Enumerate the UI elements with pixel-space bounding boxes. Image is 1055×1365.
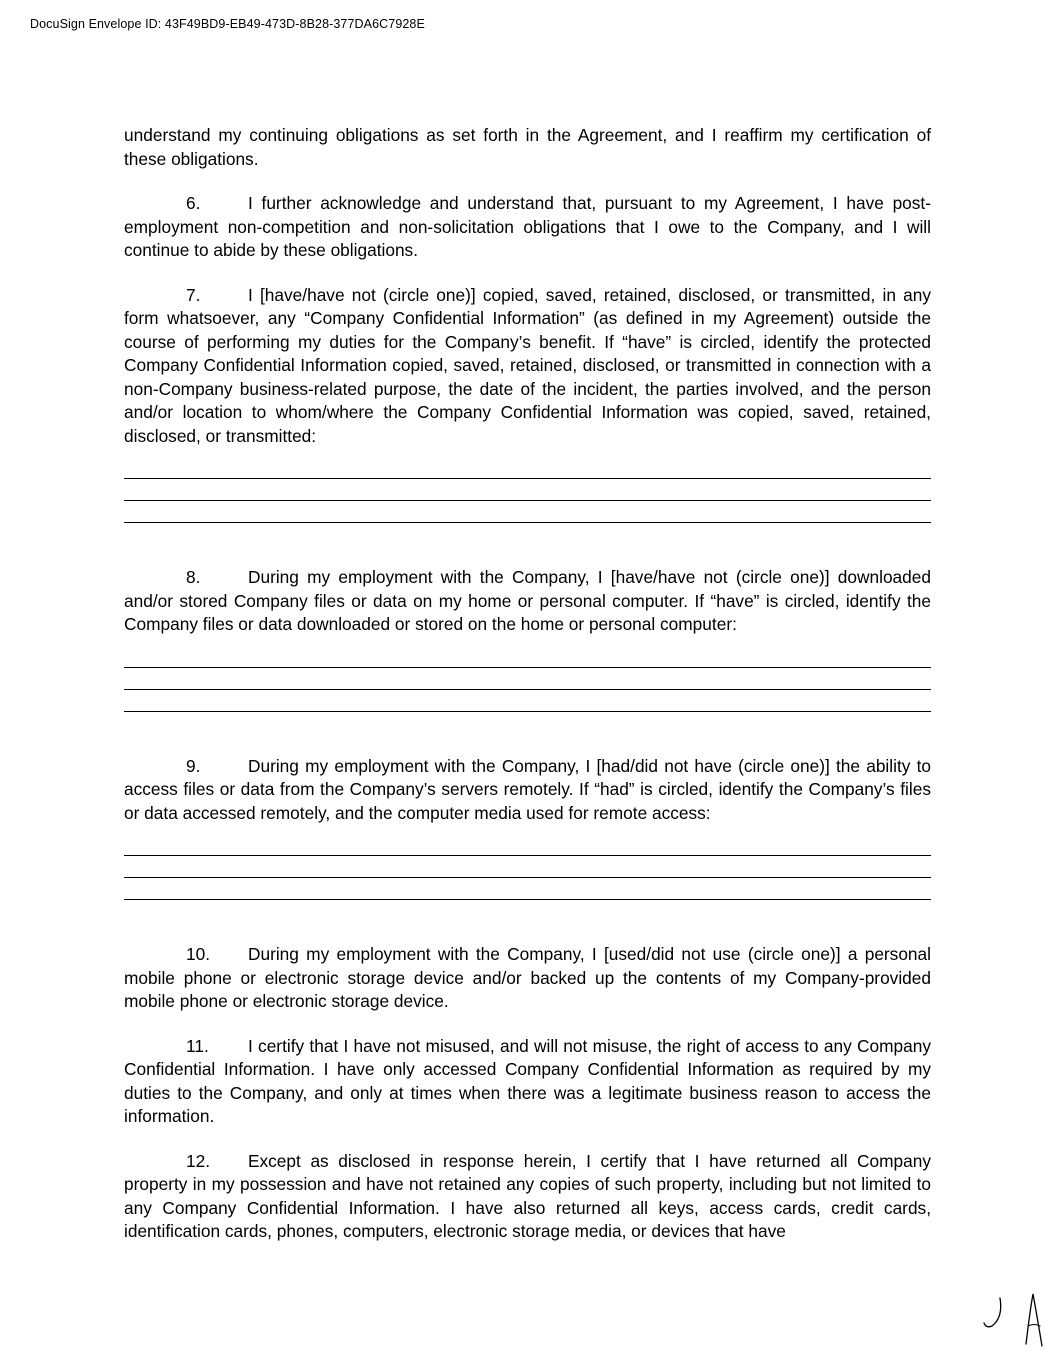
paragraph-number: 11. xyxy=(186,1035,209,1056)
paragraph-11 xyxy=(124,1035,931,1129)
paragraph-text: I certify that I have not misused, and will not misuse, the right of access to any Company Confidential Information. I have only accessed Company Confidential Information as required by my duties to the Company, and only at times when there was a legitimate business reason to access the information. xyxy=(124,1035,931,1126)
answer-lines-7[interactable] xyxy=(124,478,931,544)
document-body xyxy=(124,124,931,1265)
paragraph-number: 12. xyxy=(186,1150,211,1171)
paragraph-number: 6. xyxy=(186,193,201,213)
paragraph-number: 9. xyxy=(186,755,201,776)
paragraph-number: 10. xyxy=(186,944,211,964)
answer-lines-9[interactable] xyxy=(124,855,931,921)
paragraph-text: Except as disclosed in response herein, I certify that I have returned all Company property in my possession and have not retained any copies of such property, including but not limited to any Company Confidential Information. I have also returned all keys, access cards, credit cards, identification cards, phones, computers, electronic storage media, or devices that have xyxy=(124,1150,931,1241)
answer-line[interactable] xyxy=(124,478,931,500)
paragraph-9 xyxy=(124,755,931,826)
paragraph-text: During my employment with the Company, I [have/have not (circle one)] downloaded and/or stored Company files or data on my home or personal computer. If “have” is circled, identify the Company files or data downloaded or stored on the home or personal computer: xyxy=(124,567,931,634)
answer-line[interactable] xyxy=(124,899,931,921)
paragraph-8 xyxy=(124,566,931,637)
answer-line[interactable] xyxy=(124,522,931,544)
answer-line[interactable] xyxy=(124,500,931,522)
answer-line[interactable] xyxy=(124,855,931,877)
paragraph-text: I [have/have not (circle one)] copied, saved, retained, disclosed, or transmitted, in any form whatsoever, any “Company Confidential Information” (as defined in my Agreement) outside the course of performing my duties for the Company’s benefit. If “have” is circled, identify the protected Company Confidential Information copied, saved, retained, disclosed, or transmitted in connection with a non-Company business-related purpose, the date of the incident, the parties involved, and the person and/or location to whom/where the Company Confidential Information was copied, saved, retained, disclosed, or transmitted: xyxy=(124,284,931,446)
paragraph-text: I further acknowledge and understand that, pursuant to my Agreement, I have post-employment non-competition and non-solicitation obligations that I owe to the Company, and I will continue to abide by these obligations. xyxy=(124,193,931,260)
answer-line[interactable] xyxy=(124,689,931,711)
docusign-envelope-id: DocuSign Envelope ID: 43F49BD9-EB49-473D-8B28-377DA6C7928E xyxy=(30,17,425,31)
paragraph-6 xyxy=(124,192,931,263)
paragraph-text: During my employment with the Company, I [used/did not use (circle one)] a personal mobile phone or electronic storage device and/or backed up the contents of my Company-provided mobile phone or electronic storage device. xyxy=(124,944,931,1011)
answer-line[interactable] xyxy=(124,667,931,689)
paragraph-7 xyxy=(124,284,931,449)
answer-lines-8[interactable] xyxy=(124,667,931,733)
paragraph-10 xyxy=(124,943,931,1014)
handwritten-initials-signature xyxy=(978,1290,1048,1348)
paragraph-number: 7. xyxy=(186,284,201,305)
paragraph-12 xyxy=(124,1150,931,1244)
answer-line[interactable] xyxy=(124,711,931,733)
paragraph-intro: understand my continuing obligations as set forth in the Agreement, and I reaffirm my certification of these obligations. xyxy=(124,125,931,169)
paragraph-number: 8. xyxy=(186,567,201,587)
answer-line[interactable] xyxy=(124,877,931,899)
paragraph-text: During my employment with the Company, I [had/did not have (circle one)] the ability to access files or data from the Company’s servers remotely. If “had” is circled, identify the Company’s files or data accessed remotely, and the computer media used for remote access: xyxy=(124,755,931,823)
